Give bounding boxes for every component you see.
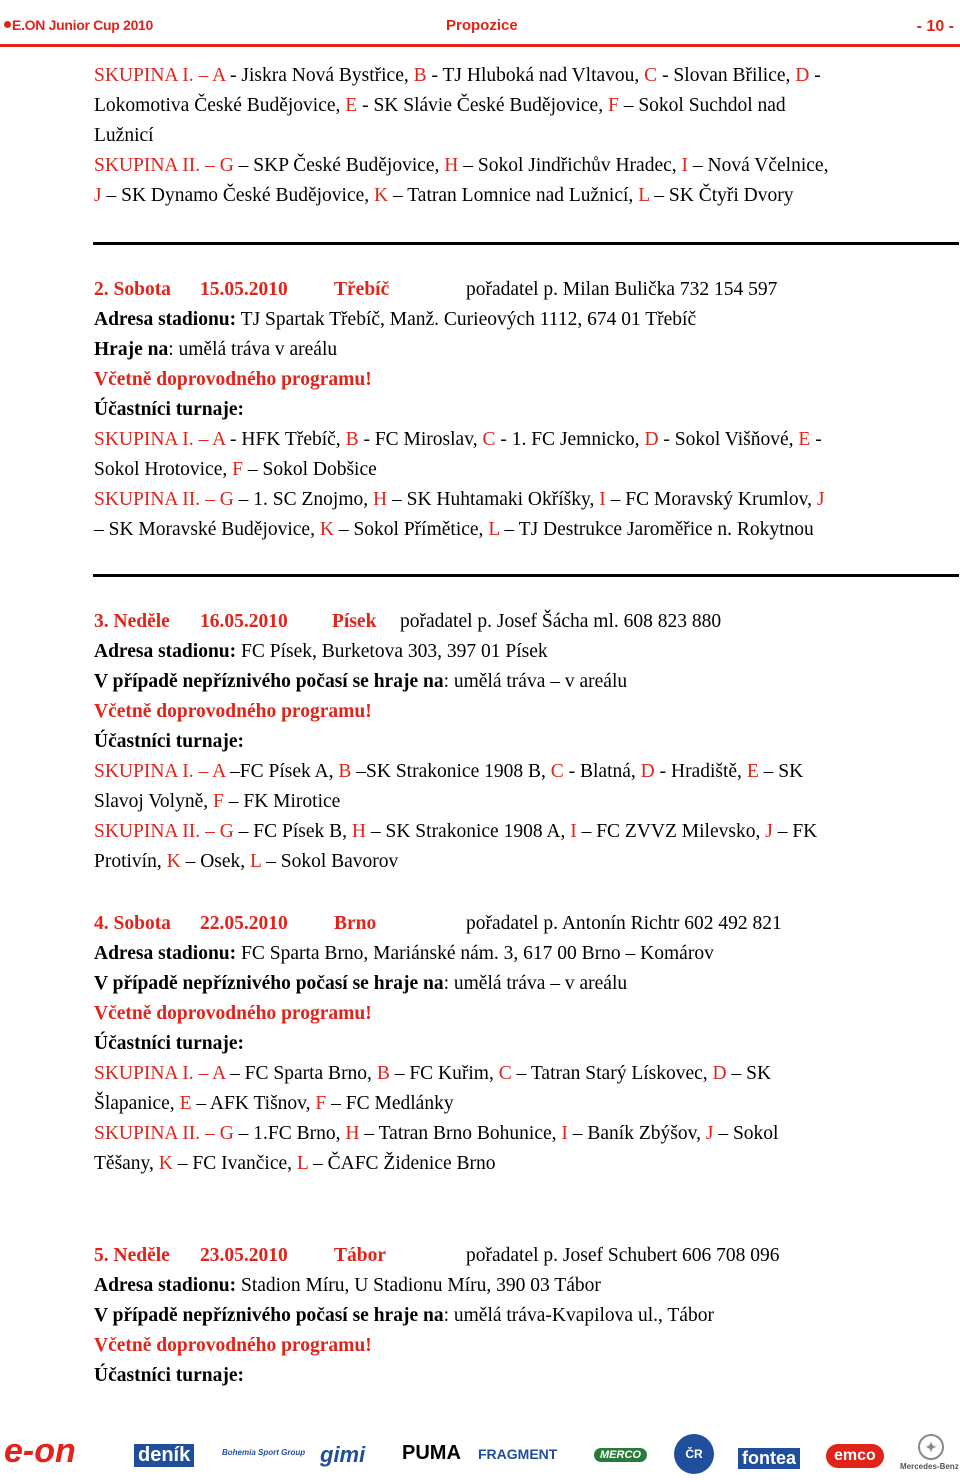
surface-value: : umělá tráva – v areálu	[443, 973, 628, 994]
group-2-line-1	[94, 488, 956, 512]
group-2-line-2	[94, 518, 814, 542]
team-letter: J	[765, 821, 773, 842]
group-1-line-2	[94, 790, 340, 814]
event-surface	[94, 338, 337, 362]
team-letter: C	[550, 761, 564, 782]
team-letter: I	[681, 155, 689, 176]
team-name: – 1.FC Brno,	[233, 1123, 346, 1144]
team-name: - FC Miroslav,	[358, 429, 483, 450]
eon-junior-cup-logo	[4, 17, 153, 33]
group-2-line-2	[94, 1152, 496, 1176]
address-value: FC Písek, Burketova 303, 397 01 Písek	[236, 641, 548, 662]
program-note: Včetně doprovodného programu!	[94, 1335, 372, 1356]
team-letter: B	[376, 1063, 390, 1084]
sponsor-bar	[0, 1428, 960, 1482]
surface-value: : umělá tráva-Kvapilova ul., Tábor	[443, 1305, 714, 1326]
event-date: 15.05.2010	[200, 279, 288, 300]
team-letter: E	[345, 95, 358, 116]
team-name: -	[809, 65, 821, 86]
group-label: SKUPINA II.	[94, 821, 201, 842]
team-letter: G	[219, 1123, 234, 1144]
dash: –	[200, 489, 220, 510]
participants-heading: Účastníci turnaje:	[94, 399, 245, 420]
group-label: SKUPINA II.	[94, 1123, 201, 1144]
team-letter: I	[561, 1123, 568, 1144]
team-name: – SK Moravské Budějovice,	[94, 519, 320, 540]
team-letter: F	[607, 95, 619, 116]
header-divider	[0, 44, 960, 47]
team-name: - Blatná,	[563, 761, 641, 782]
intro-line-1	[94, 64, 956, 88]
intro-line-4	[94, 154, 828, 178]
team-letter: G	[219, 489, 234, 510]
event-heading	[94, 912, 954, 936]
group-2-line-2	[94, 850, 398, 874]
intro-line-2	[94, 94, 786, 118]
section-divider	[93, 574, 959, 577]
event-heading	[94, 1244, 954, 1268]
team-letter: A	[212, 761, 226, 782]
team-name: – SK Čtyři Dvory	[649, 185, 794, 206]
address-label: Adresa stadionu:	[94, 641, 237, 662]
team-letter: D	[795, 65, 810, 86]
team-name: – FC Kuřim,	[389, 1063, 499, 1084]
dash: –	[200, 155, 220, 176]
mercedes-star-icon: ✦	[918, 1434, 944, 1460]
team-name: – Sokol	[713, 1123, 779, 1144]
team-name: – Sokol Přímětice,	[333, 519, 489, 540]
team-letter: I	[599, 489, 606, 510]
page-number: - 10 -	[916, 18, 954, 35]
team-letter: G	[219, 155, 234, 176]
surface-value: : umělá tráva v areálu	[168, 339, 338, 360]
team-name: - 1. FC Jemnicko,	[495, 429, 645, 450]
event-number: 3. Neděle	[94, 611, 170, 632]
dash: –	[193, 761, 213, 782]
team-letter: C	[644, 65, 658, 86]
event-city: Třebíč	[334, 279, 390, 300]
address-label: Adresa stadionu:	[94, 1275, 237, 1296]
group-1-line-2	[94, 1092, 454, 1116]
team-letter: J	[816, 489, 825, 510]
team-letter: L	[250, 851, 262, 872]
surface-label: V případě nepříznivého počasí se hraje na	[94, 671, 444, 692]
intro-line-5	[94, 184, 793, 208]
team-name: - Sokol Višňové,	[658, 429, 799, 450]
group-2-line-1	[94, 820, 956, 844]
bohemia-sport-logo: Bohemia Sport Group	[222, 1448, 306, 1457]
event-surface	[94, 972, 627, 996]
team-letter: D	[644, 429, 659, 450]
team-name: Těšany,	[94, 1153, 159, 1174]
team-name: – Tatran Lomnice nad Lužnicí,	[388, 185, 639, 206]
group-2-line-1	[94, 1122, 956, 1146]
section-divider	[93, 242, 959, 245]
team-letter: J	[705, 1123, 714, 1144]
event-surface	[94, 670, 627, 694]
team-letter: C	[482, 429, 496, 450]
team-name: Sokol Hrotovice,	[94, 459, 233, 480]
team-name: – TJ Destrukce Jaroměřice n. Rokytnou	[499, 519, 814, 540]
group-1-text	[94, 1062, 771, 1086]
event-date: 23.05.2010	[200, 1245, 288, 1266]
group-label: SKUPINA II.	[94, 489, 201, 510]
fragment-logo: FRAGMENT	[478, 1446, 558, 1462]
group-1-text	[94, 760, 803, 784]
denik-logo: deník	[134, 1444, 194, 1467]
event-address	[94, 640, 548, 664]
team-name: Šlapanice,	[94, 1093, 180, 1114]
brand-text: E.ON Junior Cup 2010	[12, 17, 154, 33]
team-letter: H	[444, 155, 459, 176]
program-note: Včetně doprovodného programu!	[94, 701, 372, 722]
event-heading	[94, 610, 954, 634]
team-letter: E	[179, 1093, 192, 1114]
participants-heading: Účastníci turnaje:	[94, 731, 245, 752]
logo-dot-icon	[4, 21, 11, 28]
team-letter: D	[712, 1063, 727, 1084]
cr-emblem-logo: ČR	[674, 1434, 714, 1474]
team-letter: A	[212, 1063, 226, 1084]
page-title: Propozice	[446, 17, 518, 34]
team-name: – SK	[758, 761, 804, 782]
team-name: – FC Moravský Krumlov,	[605, 489, 817, 510]
team-letter: F	[315, 1093, 327, 1114]
group-label: SKUPINA I.	[94, 1063, 194, 1084]
event-organizer: pořadatel p. Antonín Richtr 602 492 821	[466, 913, 782, 934]
fontea-logo: fontea	[738, 1448, 800, 1469]
team-name: – 1. SC Znojmo,	[233, 489, 374, 510]
team-letter: B	[338, 761, 352, 782]
team-letter: H	[345, 1123, 360, 1144]
team-name: - Slovan Břilice,	[657, 65, 796, 86]
team-name: – Tatran Brno Bohunice,	[359, 1123, 562, 1144]
team-letter: L	[488, 519, 500, 540]
event-number: 5. Neděle	[94, 1245, 170, 1266]
address-value: FC Sparta Brno, Mariánské nám. 3, 617 00 Brno – Komárov	[236, 943, 714, 964]
team-name: – Nová Včelnice,	[688, 155, 829, 176]
team-name: – Sokol Jindřichův Hradec,	[458, 155, 682, 176]
program-note: Včetně doprovodného programu!	[94, 1003, 372, 1024]
group-2-text	[94, 488, 824, 512]
team-letter: K	[158, 1153, 173, 1174]
team-name: - Hradiště,	[654, 761, 747, 782]
team-name: – Sokol Dobšice	[242, 459, 377, 480]
team-letter: B	[413, 65, 427, 86]
address-label: Adresa stadionu:	[94, 943, 237, 964]
dash: –	[200, 1123, 220, 1144]
team-letter: K	[374, 185, 389, 206]
surface-value: : umělá tráva – v areálu	[443, 671, 628, 692]
group-1-text	[94, 428, 822, 452]
team-name: - HFK Třebíč,	[225, 429, 346, 450]
group-2-text	[94, 820, 817, 844]
participants-heading: Účastníci turnaje:	[94, 1033, 245, 1054]
event-organizer: pořadatel p. Josef Schubert 606 708 096	[466, 1245, 780, 1266]
team-letter: K	[319, 519, 334, 540]
team-name: – SK Huhtamaki Okříšky,	[387, 489, 600, 510]
surface-label: Hraje na	[94, 339, 169, 360]
group-label: SKUPINA II.	[94, 155, 201, 176]
event-surface	[94, 1304, 714, 1328]
program-note: Včetně doprovodného programu!	[94, 369, 372, 390]
event-number: 4. Sobota	[94, 913, 171, 934]
event-city: Písek	[332, 611, 377, 632]
event-date: 16.05.2010	[200, 611, 288, 632]
team-name: – Sokol Bavorov	[261, 851, 399, 872]
group-1-line-1	[94, 428, 956, 452]
team-name: – Osek,	[180, 851, 251, 872]
dash: –	[193, 429, 213, 450]
address-value: TJ Spartak Třebíč, Manž. Curieových 1112, 674 01 Třebíč	[236, 309, 697, 330]
team-name: – FK	[772, 821, 818, 842]
team-letter: L	[638, 185, 650, 206]
address-label: Adresa stadionu:	[94, 309, 237, 330]
puma-logo: PUMA	[402, 1442, 461, 1464]
team-name: – Tatran Starý Lískovec,	[511, 1063, 713, 1084]
team-name: - TJ Hluboká nad Vltavou,	[426, 65, 645, 86]
team-name: – Sokol Suchdol nad	[618, 95, 786, 116]
team-letter: K	[166, 851, 181, 872]
eon-logo: e-on	[4, 1432, 76, 1470]
gimi-logo: gimi	[320, 1442, 366, 1467]
team-letter: G	[219, 821, 234, 842]
address-value: Stadion Míru, U Stadionu Míru, 390 03 Tábor	[236, 1275, 601, 1296]
dash: –	[193, 1063, 213, 1084]
team-letter: B	[345, 429, 359, 450]
team-name: – FC Sparta Brno,	[225, 1063, 377, 1084]
team-name: Lokomotiva České Budějovice,	[94, 95, 346, 116]
team-name: - SK Slávie České Budějovice,	[357, 95, 608, 116]
team-letter: F	[213, 791, 224, 812]
merco-logo: MERCO	[594, 1448, 647, 1462]
team-name: – AFK Tišnov,	[191, 1093, 316, 1114]
event-address	[94, 308, 696, 332]
team-letter: J	[94, 185, 102, 206]
team-name: –FC Písek A,	[225, 761, 339, 782]
team-name: – SK Strakonice 1908 A,	[366, 821, 571, 842]
dash: –	[193, 65, 213, 86]
intro-l1-text	[94, 64, 821, 88]
team-letter: A	[212, 429, 226, 450]
team-name: – FC ZVVZ Milevsko,	[576, 821, 766, 842]
group-label: SKUPINA I.	[94, 429, 194, 450]
team-name: – FC Písek B,	[233, 821, 352, 842]
event-address	[94, 1274, 601, 1298]
surface-label: V případě nepříznivého počasí se hraje na	[94, 973, 444, 994]
group-label: SKUPINA I.	[94, 65, 194, 86]
team-name: – Baník Zbýšov,	[567, 1123, 706, 1144]
team-name: – SK Dynamo České Budějovice,	[101, 185, 375, 206]
team-letter: H	[351, 821, 366, 842]
event-number: 2. Sobota	[94, 279, 171, 300]
event-heading	[94, 278, 954, 302]
surface-label: V případě nepříznivého počasí se hraje na	[94, 1305, 444, 1326]
team-name: – FK Mirotice	[223, 791, 341, 812]
dash: –	[200, 821, 220, 842]
event-organizer: pořadatel p. Milan Bulička 732 154 597	[466, 279, 778, 300]
group-1-line-1	[94, 760, 956, 784]
team-letter: F	[232, 459, 243, 480]
group-1-line-2	[94, 458, 377, 482]
participants-heading: Účastníci turnaje:	[94, 1365, 245, 1386]
team-name: Slavoj Volyně,	[94, 791, 213, 812]
mercedes-benz-logo: Mercedes-Benz	[900, 1462, 959, 1471]
group-label: SKUPINA I.	[94, 761, 194, 782]
event-city: Tábor	[334, 1245, 387, 1266]
team-letter: E	[798, 429, 811, 450]
team-letter: L	[296, 1153, 309, 1174]
team-letter: C	[498, 1063, 512, 1084]
team-name: – ČAFC Židenice Brno	[308, 1153, 496, 1174]
page-header	[0, 0, 960, 44]
team-name: -	[810, 429, 822, 450]
group-1-line-1	[94, 1062, 956, 1086]
event-address	[94, 942, 714, 966]
team-letter: D	[640, 761, 655, 782]
team-name: – SK	[726, 1063, 772, 1084]
team-letter: A	[212, 65, 226, 86]
event-organizer: pořadatel p. Josef Šácha ml. 608 823 880	[400, 611, 722, 632]
group-2-text	[94, 1122, 778, 1146]
team-letter: E	[746, 761, 759, 782]
team-name: – SKP České Budějovice,	[233, 155, 445, 176]
team-name: –SK Strakonice 1908 B,	[351, 761, 551, 782]
intro-line-3: Lužnicí	[94, 125, 154, 146]
team-letter: H	[373, 489, 388, 510]
team-name: – FC Ivančice,	[172, 1153, 297, 1174]
team-letter: I	[570, 821, 577, 842]
team-name: Protivín,	[94, 851, 167, 872]
event-city: Brno	[334, 913, 377, 934]
team-name: – FC Medlánky	[326, 1093, 454, 1114]
team-name: - Jiskra Nová Bystřice,	[225, 65, 414, 86]
emco-logo: emco	[826, 1444, 884, 1468]
event-date: 22.05.2010	[200, 913, 288, 934]
